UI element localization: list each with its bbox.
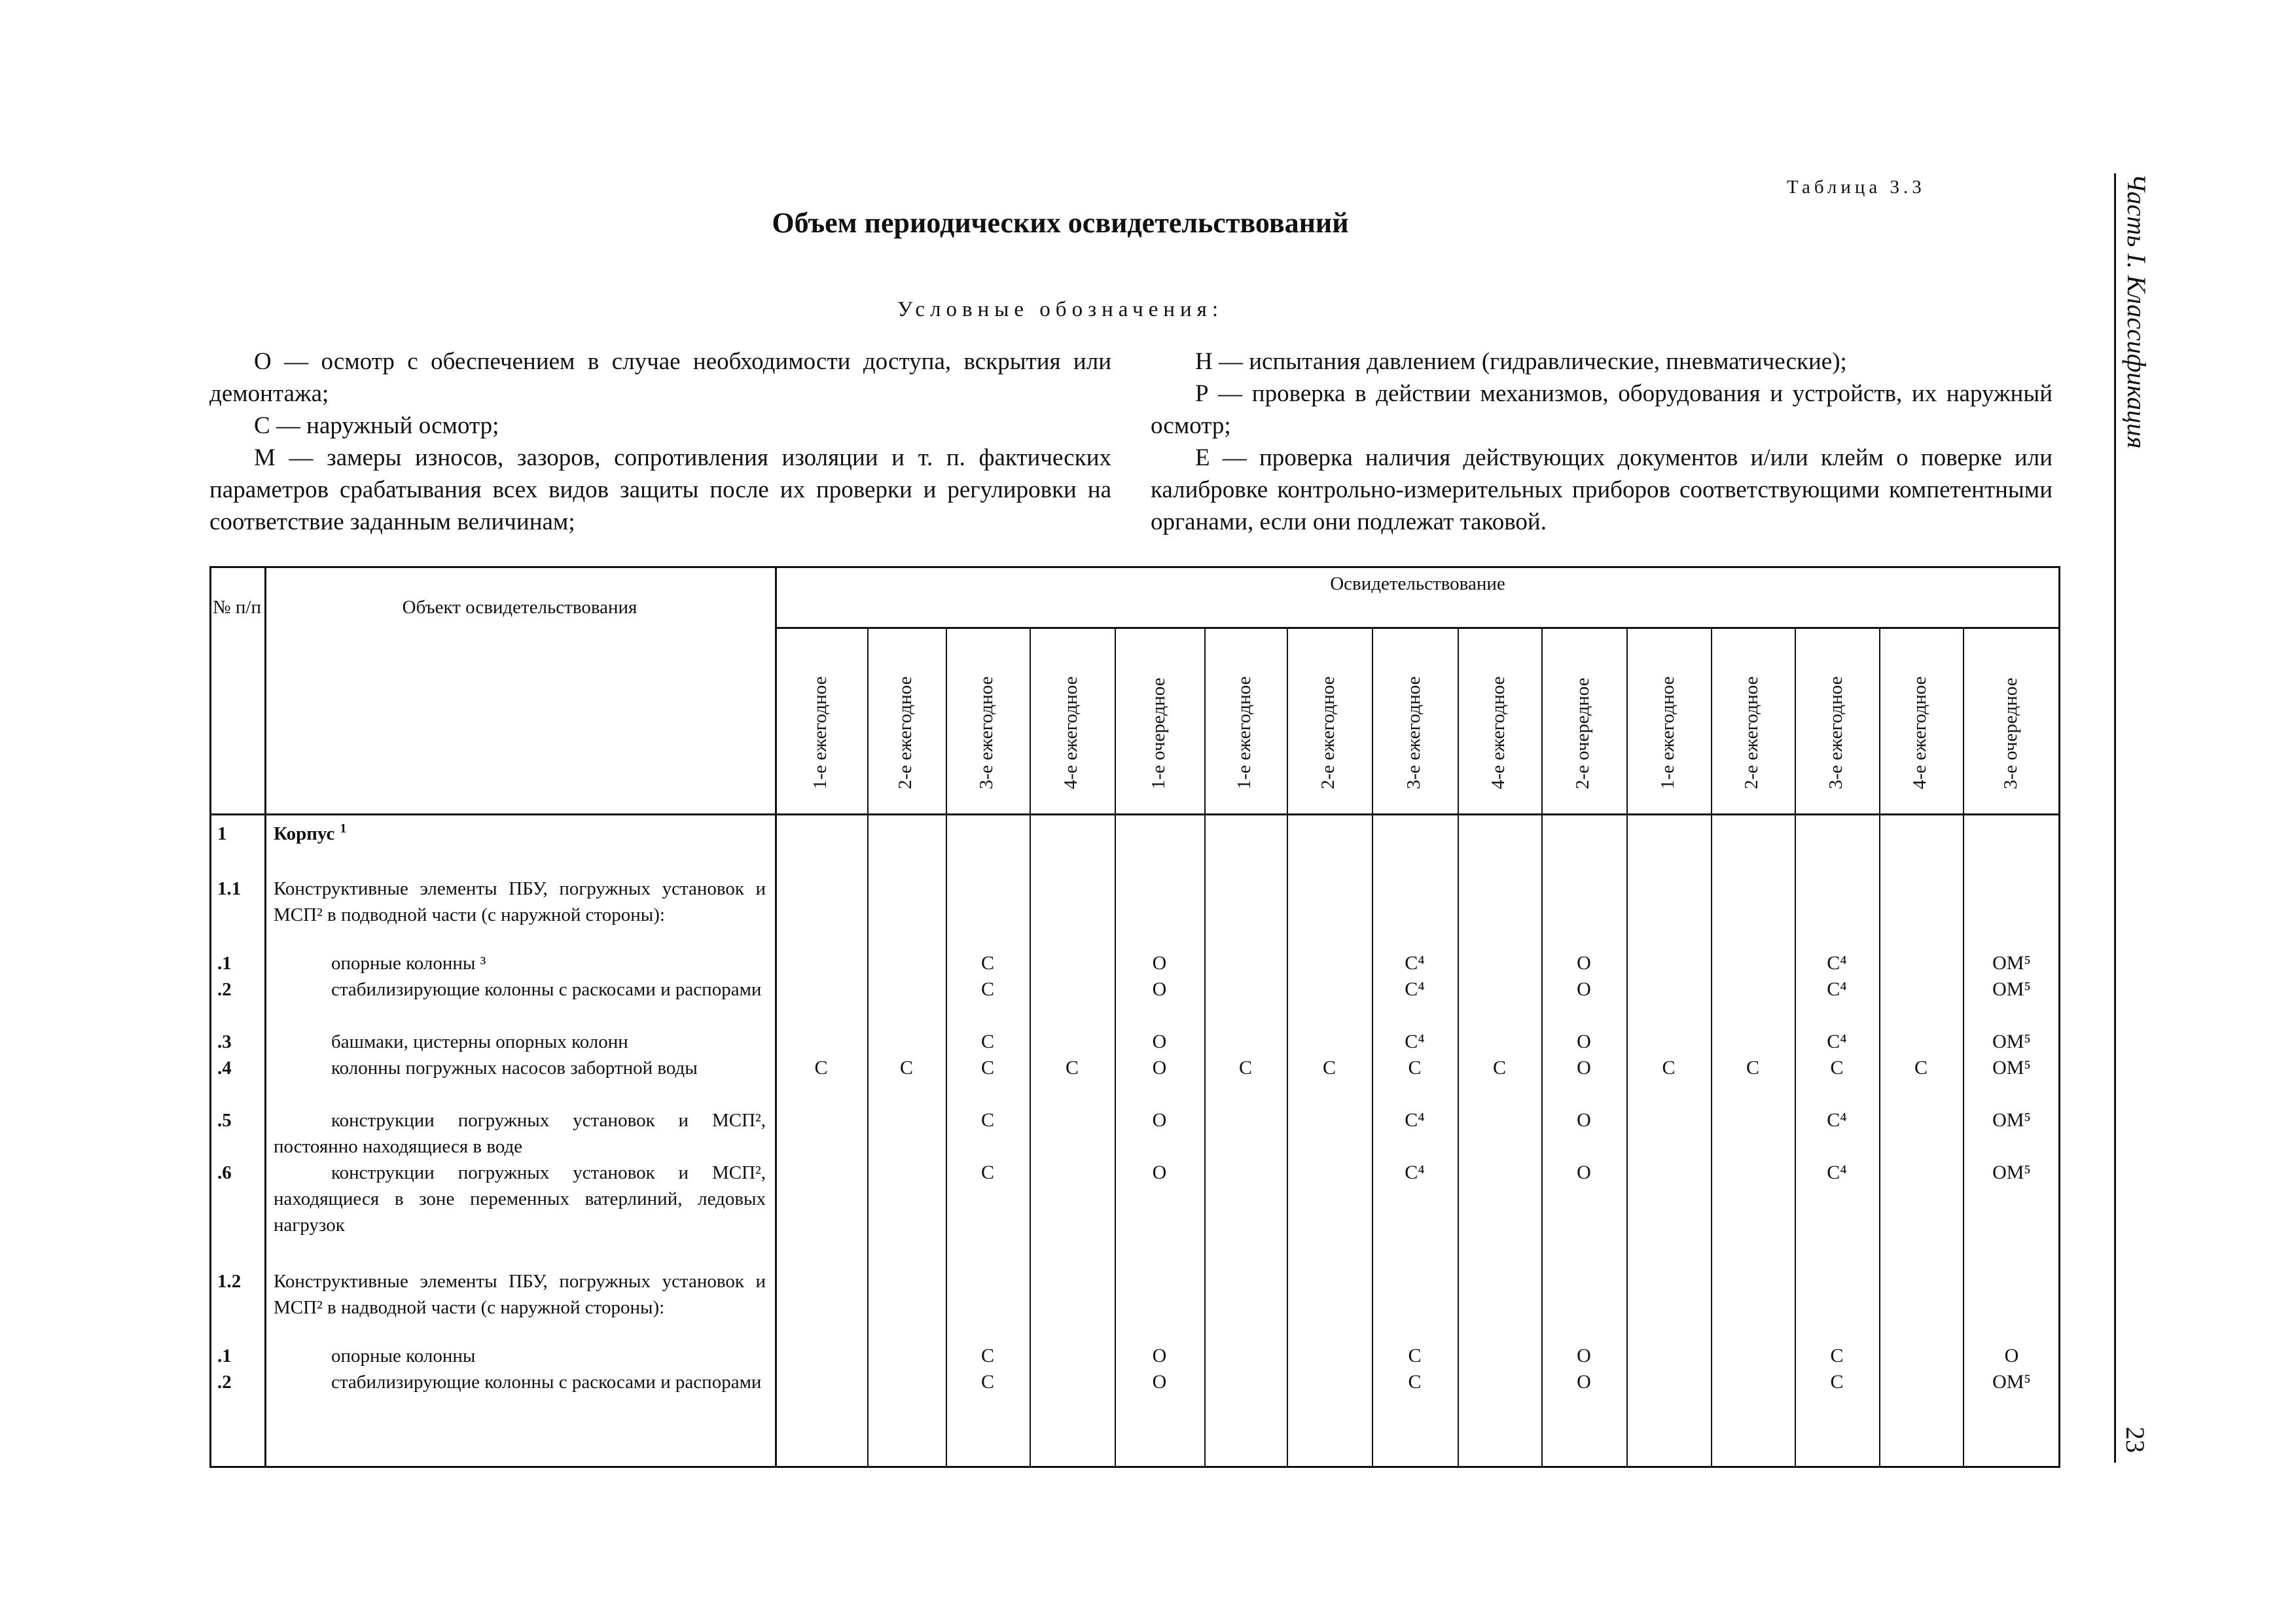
- row-number: 1: [217, 823, 227, 844]
- survey-cell: С: [1408, 1345, 1422, 1366]
- num-header: № п/п: [212, 597, 261, 618]
- page-number: [2121, 1427, 2153, 1466]
- row-label: стабилизирующие колонны с раскосами и распорами: [331, 979, 762, 1000]
- row-label: стабилизирующие колонны с раскосами и распорами: [331, 1372, 762, 1393]
- survey-cell: О: [1152, 1371, 1167, 1393]
- survey-cell: С: [1322, 1057, 1336, 1079]
- survey-cell: С⁴: [1827, 1031, 1847, 1052]
- survey-cell: О: [2004, 1345, 2019, 1366]
- survey-cell: С: [980, 1345, 994, 1366]
- survey-cell: О: [1577, 978, 1591, 1000]
- survey-cell: С: [814, 1057, 828, 1079]
- col-divider-num: [264, 566, 266, 1468]
- survey-cell: С: [1662, 1057, 1676, 1079]
- group-header-divider: [775, 627, 2060, 629]
- column-header-label: 3-е ежегодное: [976, 676, 997, 789]
- column-header: [1711, 632, 1795, 815]
- row-number: .3: [217, 1031, 232, 1052]
- legend-item-m: М — замеры износов, зазоров, сопротивления изоляции и т. п. фактических параметров срабатывания всех видов защиты после их проверки и регулировки на соответствие заданным величинам;: [209, 444, 1111, 535]
- column-header: [1541, 632, 1626, 815]
- footnote-marker: 1: [340, 821, 347, 836]
- column-header: [1030, 632, 1115, 815]
- survey-cell: О: [1152, 1031, 1167, 1052]
- column-header-label: 1-е ежегодное: [1234, 676, 1255, 789]
- legend-item-r: Р — проверка в действии механизмов, оборудования и устройств, их наружный осмотр;: [1151, 380, 2053, 439]
- column-header-label: 4-е ежегодное: [1060, 676, 1081, 789]
- survey-cell: О: [1577, 1162, 1591, 1183]
- column-header-label: 1-е ежегодное: [1657, 676, 1678, 789]
- column-header: [1626, 632, 1711, 815]
- object-header: Объект освидетельствования: [402, 597, 637, 618]
- survey-cell: С⁴: [1405, 1162, 1425, 1183]
- survey-cell: С: [899, 1057, 913, 1079]
- legend-item-o: О — осмотр с обеспечением в случае необходимости доступа, вскрытия или демонтажа;: [209, 348, 1111, 407]
- column-header: [1458, 632, 1541, 815]
- survey-cell: С: [1408, 1371, 1422, 1393]
- side-section-title: [2121, 173, 2153, 481]
- row-label: Конструктивные элементы ПБУ, погружных установок и МСП² в надводной части (с наружной стороны):: [274, 1271, 766, 1318]
- survey-cell: С: [1830, 1057, 1844, 1079]
- survey-cell: ОМ⁵: [1992, 978, 2031, 1000]
- row-label: башмаки, цистерны опорных колонн: [331, 1031, 628, 1052]
- column-header: [775, 632, 867, 815]
- column-header-label: 3-е очередное: [2000, 677, 2021, 789]
- column-header: [867, 632, 946, 815]
- row-label: конструкции погружных установок и МСП², находящиеся в зоне переменных ватерлиний, ледовых нагрузок: [274, 1162, 766, 1236]
- survey-cell: О: [1577, 1057, 1591, 1079]
- column-header-label: 1-е очередное: [1147, 677, 1169, 789]
- legend-right-column: [1151, 346, 2053, 538]
- column-header: [1115, 632, 1204, 815]
- survey-cell: О: [1152, 952, 1167, 974]
- row-number: .2: [217, 1372, 232, 1393]
- survey-cell: С⁴: [1827, 1109, 1847, 1131]
- column-header-label: 1-е ежегодное: [809, 676, 831, 789]
- survey-cell: ОМ⁵: [1992, 1371, 2031, 1393]
- survey-cell: ОМ⁵: [1992, 1109, 2031, 1131]
- survey-cell: С: [1914, 1057, 1928, 1079]
- survey-cell: С: [980, 1057, 994, 1079]
- survey-cell: С: [1746, 1057, 1759, 1079]
- column-header-label: 4-е ежегодное: [1909, 676, 1930, 789]
- column-header-label: 2-е ежегодное: [1318, 676, 1338, 789]
- row-label: Корпус $^1$: [274, 821, 347, 844]
- column-header-label: 3-е ежегодное: [1403, 676, 1424, 789]
- survey-cell: С⁴: [1405, 952, 1425, 974]
- survey-cell: С: [1830, 1345, 1844, 1366]
- row-label: опорные колонны: [331, 1346, 476, 1366]
- survey-cell: О: [1577, 952, 1591, 974]
- row-label: колонны погружных насосов забортной воды: [331, 1058, 698, 1079]
- document-title: Объем периодических освидетельствований: [772, 207, 1349, 239]
- survey-cell: О: [1577, 1109, 1591, 1131]
- survey-cell: С: [980, 1031, 994, 1052]
- survey-cell: О: [1152, 1057, 1167, 1079]
- column-header-label: 2-е ежегодное: [1741, 676, 1762, 789]
- row-label: конструкции погружных установок и МСП², постоянно находящиеся в воде: [274, 1110, 766, 1157]
- survey-cell: С: [1408, 1057, 1422, 1079]
- survey-cell: О: [1152, 978, 1167, 1000]
- legend-item-c: С — наружный осмотр;: [254, 412, 499, 439]
- survey-cell: О: [1152, 1109, 1167, 1131]
- survey-cell: С: [980, 978, 994, 1000]
- column-header-label: 2-е очередное: [1572, 677, 1593, 789]
- column-header: [946, 632, 1030, 815]
- survey-cell: С⁴: [1827, 952, 1847, 974]
- row-label: Конструктивные элементы ПБУ, погружных установок и МСП² в подводной части (с наружной стороны):: [274, 878, 766, 925]
- column-header: [1204, 632, 1287, 815]
- row-label: опорные колонны ³: [331, 953, 486, 974]
- column-header-label: 2-е ежегодное: [895, 676, 916, 789]
- table-label: Таблица 3.3: [1787, 177, 1926, 198]
- legend-item-e: Е — проверка наличия действующих документов и/или клейм о поверке или калибровке контрольно-измерительных приборов соответствующими компетентными органами, если они подлежат таковой.: [1151, 444, 2053, 535]
- row-number: 1.1: [217, 878, 242, 899]
- survey-group-header: Освидетельствование: [1330, 573, 1505, 594]
- column-header: [1879, 632, 1963, 815]
- survey-cell: О: [1152, 1162, 1167, 1183]
- survey-cell: О: [1577, 1031, 1591, 1052]
- legend-left-column: [209, 346, 1111, 538]
- row-number: 1.2: [217, 1271, 242, 1292]
- row-number: .5: [217, 1110, 232, 1131]
- side-section-title-text: Часть I. Классификация: [2122, 173, 2151, 449]
- survey-cell: ОМ⁵: [1992, 1057, 2031, 1079]
- row-number: .1: [217, 1346, 232, 1366]
- survey-cell: С⁴: [1405, 1109, 1425, 1131]
- survey-cell: О: [1577, 1371, 1591, 1393]
- row-number: .2: [217, 979, 232, 1000]
- page-number-text: 23: [2121, 1427, 2150, 1453]
- column-header-label: 3-е ежегодное: [1825, 676, 1846, 789]
- survey-cell: С⁴: [1405, 978, 1425, 1000]
- row-number: .1: [217, 953, 232, 974]
- survey-cell: С: [1492, 1057, 1506, 1079]
- survey-cell: ОМ⁵: [1992, 1031, 2031, 1052]
- survey-cell: О: [1577, 1345, 1591, 1366]
- legend-item-n: Н — испытания давлением (гидравлические, пневматические);: [1195, 348, 1847, 375]
- survey-cell: С⁴: [1827, 978, 1847, 1000]
- survey-cell: С⁴: [1405, 1031, 1425, 1052]
- survey-cell: ОМ⁵: [1992, 952, 2031, 974]
- column-header: [1287, 632, 1372, 815]
- survey-cell: С: [980, 1109, 994, 1131]
- survey-cell: О: [1152, 1345, 1167, 1366]
- survey-cell: С⁴: [1827, 1162, 1847, 1183]
- column-header: [1795, 632, 1879, 815]
- column-header-label: 4-е ежегодное: [1488, 676, 1509, 789]
- column-header: [1963, 632, 2060, 815]
- survey-cell: С: [1830, 1371, 1844, 1393]
- survey-cell: С: [980, 952, 994, 974]
- survey-cell: С: [1238, 1057, 1252, 1079]
- row-number: .6: [217, 1162, 232, 1183]
- column-header: [1372, 632, 1458, 815]
- survey-cell: С: [980, 1162, 994, 1183]
- survey-cell: С: [980, 1371, 994, 1393]
- legend-heading: Условные обозначения:: [897, 298, 1224, 321]
- row-number: .4: [217, 1058, 232, 1079]
- survey-cell: С: [1065, 1057, 1079, 1079]
- survey-cell: ОМ⁵: [1992, 1162, 2031, 1183]
